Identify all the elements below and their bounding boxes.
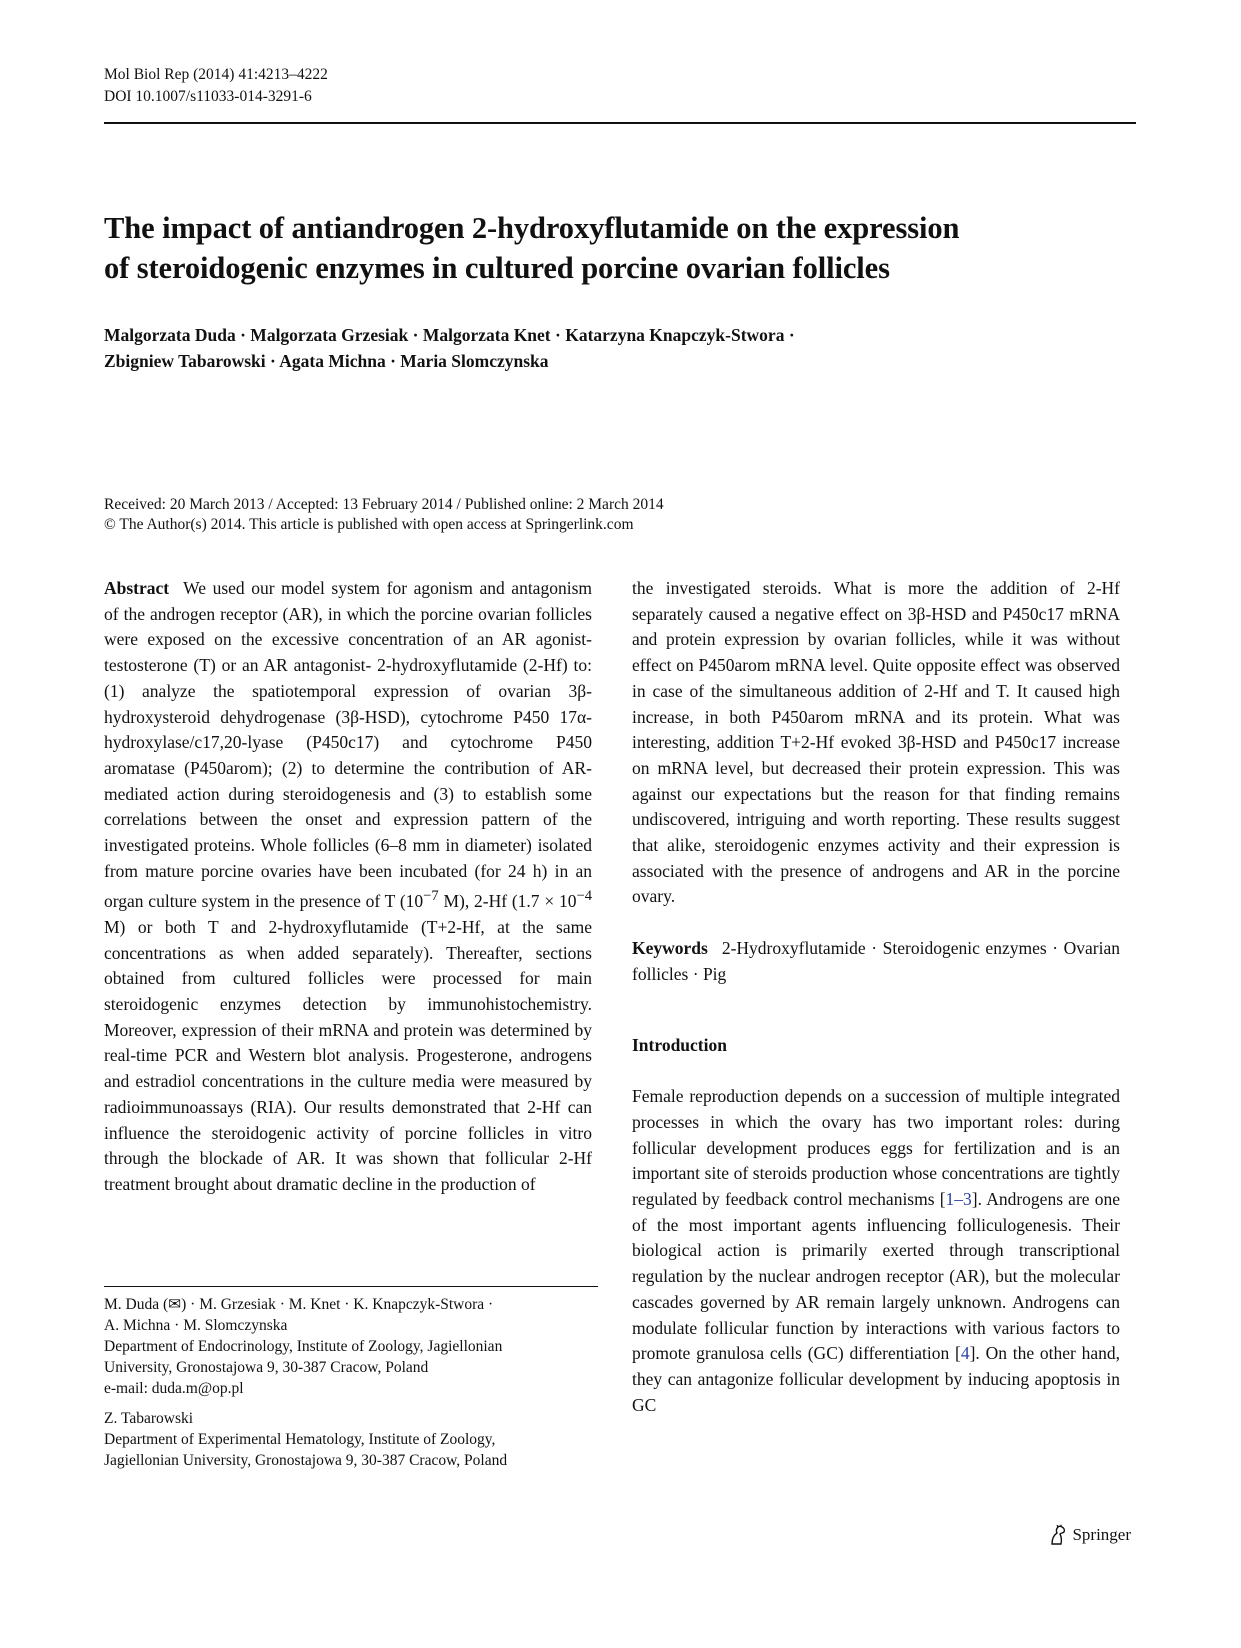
affil1-email[interactable]: e-mail: duda.m@op.pl <box>104 1380 244 1397</box>
affil2-line-1: Department of Experimental Hematology, Institute of Zoology, <box>104 1431 496 1448</box>
article-title <box>104 208 1144 288</box>
right-column <box>632 576 1120 1418</box>
journal-doi: DOI 10.1007/s11033-014-3291-6 <box>104 88 312 105</box>
abstract-paragraph <box>104 576 592 1198</box>
publisher-name: Springer <box>1072 1525 1131 1544</box>
affil1-names-line-2: A. Michna · M. Slomczynska <box>104 1317 288 1334</box>
abstract-text-1: We used our model system for agonism and antagonism of the androgen receptor (AR), in which the porcine ovarian follicles were exposed on the excessive concentration of an AR agonist- testosterone (T) or an AR antagonist- 2-hydroxyflutamide (2-Hf) to: (1) analyze the spatiotemporal expression of ovarian 3β-hydroxysteroid dehydrogenase (3β-HSD), cytochrome P450 17α-hydroxylase/c17,20-lyase (P450c17) and cytochrome P450 aromatase (P450arom); (2) to determine the contribution of AR-mediated action during steroidogenesis and (3) to establish some correlations between the onset and expression pattern of the investigated proteins. Whole follicles (6–8 mm in diameter) isolated from mature porcine ovaries have been incubated (for 24 h) in an organ culture system in the presence of T (10 <box>104 578 592 912</box>
journal-citation: Mol Biol Rep (2014) 41:4213–4222 <box>104 66 328 83</box>
introduction-paragraph <box>632 1084 1120 1418</box>
affil1-dept-line-1: Department of Endocrinology, Institute of Zoology, Jagiellonian <box>104 1338 503 1355</box>
dates-line: Received: 20 March 2013 / Accepted: 13 February 2014 / Published online: 2 March 2014 <box>104 496 664 513</box>
license-line: © The Author(s) 2014. This article is published with open access at Springerlink.com <box>104 516 634 533</box>
springer-horse-icon <box>1048 1524 1068 1546</box>
publication-dates <box>104 495 1136 535</box>
title-line-2: of steroidogenic enzymes in cultured porcine ovarian follicles <box>104 251 890 285</box>
affil2-line-2: Jagiellonian University, Gronostajowa 9, 30-387 Cracow, Poland <box>104 1452 508 1469</box>
header-rule <box>104 122 1136 124</box>
publisher-logo <box>1048 1524 1131 1546</box>
keywords-heading: Keywords <box>632 938 708 959</box>
footnote-rule <box>104 1286 598 1287</box>
affil1-dept-line-2: University, Gronostajowa 9, 30-387 Cracow, Poland <box>104 1359 429 1376</box>
reference-link[interactable]: 1–3 <box>945 1189 972 1210</box>
abstract-text-3: M) or both T and 2-hydroxyflutamide (T+2-Hf, at the same concentrations as when added separately). Thereafter, sections obtained from cultured follicles were processed for main steroidogenic enzymes detection by immunohistochemistry. Moreover, expression of their mRNA and protein was determined by real-time PCR and Western blot analysis. Progesterone, androgens and estradiol concentrations in the culture media were measured by radioimmunoassays (RIA). Our results demonstrated that 2-Hf can influence the steroidogenic activity of porcine follicles in vitro through the blockade of AR. It was shown that follicular 2-Hf treatment brought about dramatic decline in the production of <box>104 916 592 1194</box>
left-column <box>104 576 592 1198</box>
intro-text-3: ]. On the other hand, they can antagonize follicular development by inducing apoptosis in GC <box>632 1343 1120 1415</box>
affil1-names-line-1: M. Duda (✉) · M. Grzesiak · M. Knet · K. Knapczyk-Stwora · <box>104 1296 494 1313</box>
intro-text-2: ]. Androgens are one of the most important agents influencing folliculogenesis. Their biological action is primarily exerted through transcriptional regulation by the nuclear androgen receptor (AR), but the molecular cascades governed by AR remain largely unknown. Androgens can modulate follicular function by interactions with various factors to promote granulosa cells (GC) differentiation [ <box>632 1189 1120 1364</box>
abstract-heading: Abstract <box>104 578 170 598</box>
author-list <box>104 322 1136 374</box>
reference-link[interactable]: 4 <box>960 1343 970 1364</box>
keywords-paragraph <box>632 936 1120 987</box>
authors-line-2: Zbigniew Tabarowski · Agata Michna · Maria Slomczynska <box>104 351 549 371</box>
affil2-name: Z. Tabarowski <box>104 1410 194 1427</box>
introduction-heading: Introduction <box>632 1034 727 1055</box>
affiliation-2 <box>104 1408 598 1471</box>
exponent-1: −7 <box>423 888 439 905</box>
intro-text-1: Female reproduction depends on a succession of multiple integrated processes in which the ovary has two important roles: during follicular development produces eggs for fertilization and is an important site of steroids production whose concentrations are tightly regulated by feedback control mechanisms [ <box>632 1086 1120 1210</box>
exponent-2: −4 <box>576 888 592 905</box>
authors-line-1: Malgorzata Duda · Malgorzata Grzesiak · Malgorzata Knet · Katarzyna Knapczyk-Stwora · <box>104 325 795 345</box>
abstract-continuation: the investigated steroids. What is more the addition of 2-Hf separately caused a negative effect on 3β-HSD and P450c17 mRNA and protein expression by ovarian follicles, while it was without effect on P450arom mRNA level. Quite opposite effect was observed in case of the simultaneous addition of 2-Hf and T. It caused high increase, in both P450arom mRNA and its protein. What was interesting, addition T+2-Hf evoked 3β-HSD and P450c17 increase on mRNA level, but decreased their protein expression. This was against our expectations but the reason for that finding remains undiscovered, intriguing and worth reporting. These results suggest that alike, steroidogenic enzymes activity and their expression is associated with the presence of androgens and AR in the porcine ovary. <box>632 578 1120 907</box>
abstract-text-2: M), 2-Hf (1.7 × 10 <box>438 891 577 912</box>
affiliation-1 <box>104 1294 598 1399</box>
keywords-text: 2-Hydroxyflutamide · Steroidogenic enzymes · Ovarian follicles · Pig <box>632 938 1120 984</box>
journal-header <box>104 64 328 108</box>
title-line-1: The impact of antiandrogen 2-hydroxyflutamide on the expression <box>104 211 960 245</box>
